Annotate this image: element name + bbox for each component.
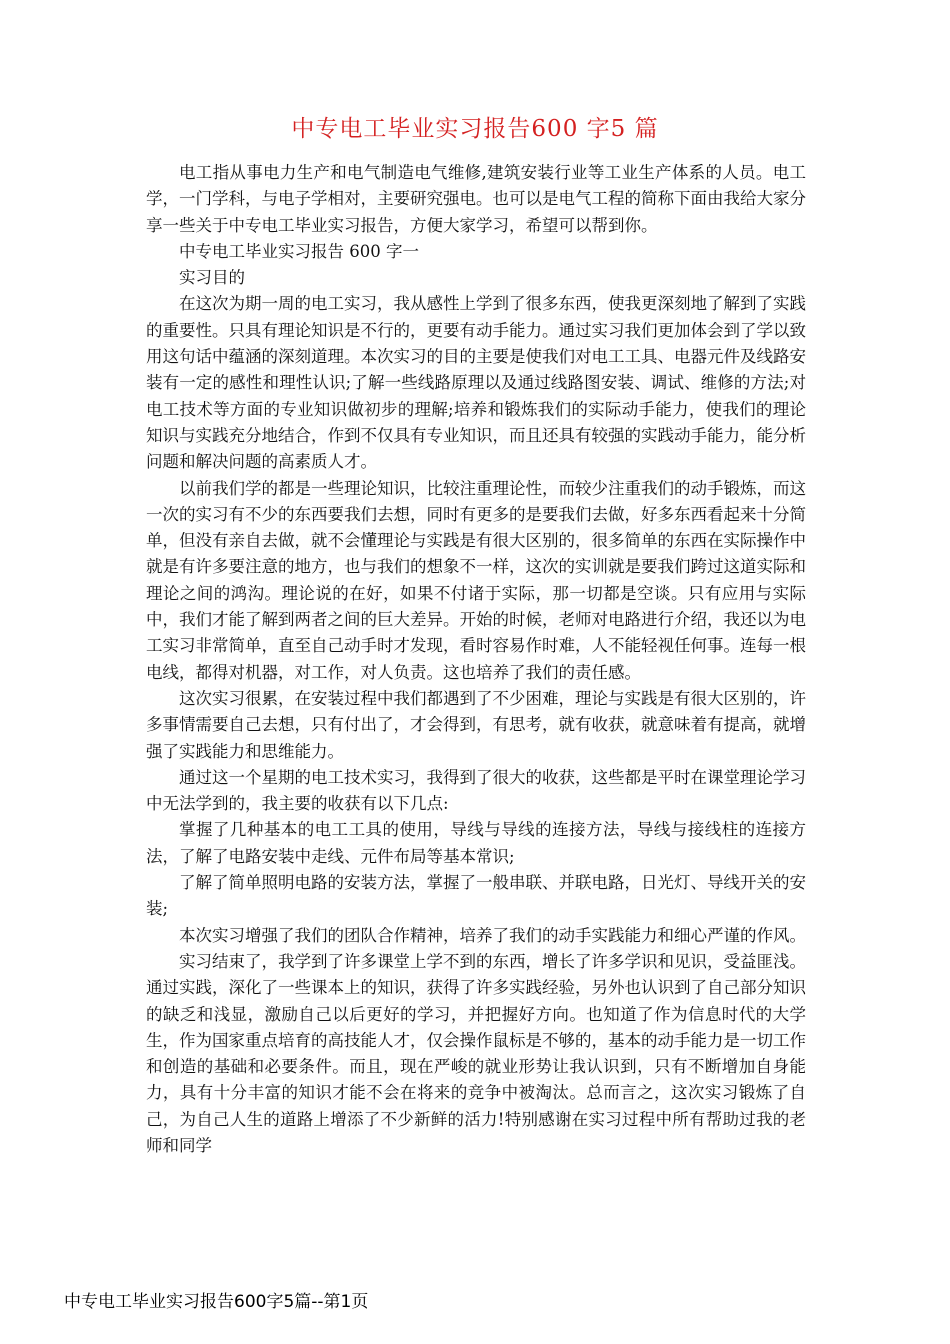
body-paragraph: 这次实习很累，在安装过程中我们都遇到了不少困难，理论与实践是有很大区别的，许多事情需要自己去想，只有付出了，才会得到，有思考，就有收获，就意味着有提高，就增强了实践能力和思维能力。 <box>146 688 806 761</box>
body-paragraph: 实习结束了，我学到了许多课堂上学不到的东西，增长了许多学识和见识，受益匪浅。通过实践，深化了一些课本上的知识，获得了许多实践经验，另外也认识到了自己部分知识的缺乏和浅显，激励自己以后更好的学习，并把握好方向。也知道了作为信息时代的大学生，作为国家重点培育的高技能人才，仅会操作鼠标是不够的，基本的动手能力是一切工作和创造的基础和必要条件。而且，现在严峻的就业形势让我认识到，只有不断增加自身能力，具有十分丰富的知识才能不会在将来的竞争中被淘汰。总而言之，这次实习锻炼了自己，为自己人生的道路上增添了不少新鲜的活力!特别感谢在实习过程中所有帮助过我的老师和同学 <box>146 951 806 1155</box>
body-paragraph: 了解了简单照明电路的安装方法，掌握了一般串联、并联电路，日光灯、导线开关的安装; <box>146 873 806 919</box>
body-paragraph: 本次实习增强了我们的团队合作精神，培养了我们的动手实践能力和细心严谨的作风。 <box>179 925 806 945</box>
subsection-heading: 实习目的 <box>179 268 245 288</box>
body-paragraph: 在这次为期一周的电工实习，我从感性上学到了很多东西，使我更深刻地了解到了实践的重要性。只具有理论知识是不行的，更要有动手能力。通过实习我们更加体会到了学以致用这句话中蕴涵的深刻道理。本次实习的目的主要是使我们对电工工具、电器元件及线路安装有一定的感性和理性认识;了解一些线路原理以及通过线路图安装、调试、维修的方法;对电工技术等方面的专业知识做初步的理解;培养和锻炼我们的实际动手能力，使我们的理论知识与实践充分地结合，作到不仅具有专业知识，而且还具有较强的实践动手能力，能分析问题和解决问题的高素质人才。 <box>146 294 806 472</box>
page-title: 中专电工毕业实习报告600 字5 篇 <box>291 116 659 142</box>
body-paragraph: 通过这一个星期的电工技术实习，我得到了很大的收获，这些都是平时在课堂理论学习中无法学到的，我主要的收获有以下几点: <box>146 767 806 814</box>
body-paragraph: 掌握了几种基本的电工工具的使用，导线与导线的连接方法，导线与接线柱的连接方法，了解了电路安装中走线、元件布局等基本常识; <box>146 820 806 866</box>
page-footer: 中专电工毕业实习报告600字5篇--第1页 <box>64 1292 369 1312</box>
intro-paragraph: 电工指从事电力生产和电气制造电气维修,建筑安装行业等工业生产体系的人员。电工学，一门学科，与电子学相对，主要研究强电。也可以是电气工程的简称下面由我给大家分享一些关于中专电工毕业实习报告，方便大家学习，希望可以帮到你。 <box>146 163 806 235</box>
section-heading: 中专电工毕业实习报告 600 字一 <box>179 241 419 261</box>
document-body <box>146 160 806 1159</box>
body-paragraph: 以前我们学的都是一些理论知识，比较注重理论性，而较少注重我们的动手锻炼，而这一次的实习有不少的东西要我们去想，同时有更多的是要我们去做，好多东西看起来十分简单，但没有亲自去做，就不会懂理论与实践是有很大区别的，很多简单的东西在实际操作中就是有许多要注意的地方，也与我们的想象不一样，这次的实训就是要我们跨过这道实际和理论之间的鸿沟。理论说的在好，如果不付诸于实际，那一切都是空谈。只有应用与实际中，我们才能了解到两者之间的巨大差异。开始的时候，老师对电路进行介绍，我还以为电工实习非常简单，直至自己动手时才发现，看时容易作时难，人不能轻视任何事。连每一根电线，都得对机器，对工作，对人负责。这也培养了我们的责任感。 <box>146 478 806 682</box>
